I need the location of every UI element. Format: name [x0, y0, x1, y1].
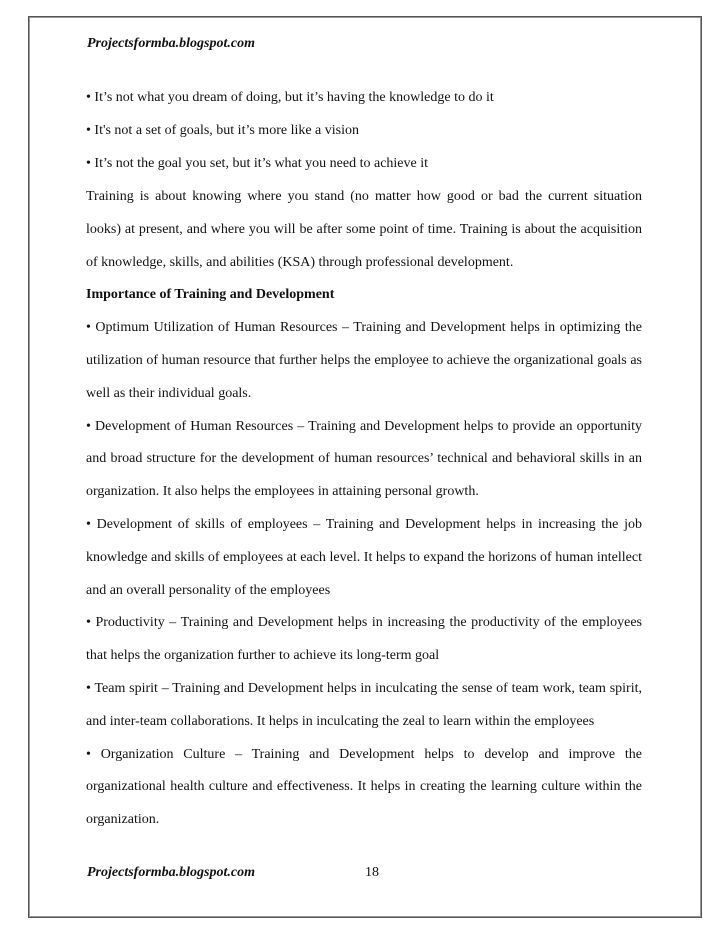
footer-site-name: Projectsformba.blogspot.com	[87, 865, 255, 880]
importance-item-1: • Optimum Utilization of Human Resources – Training and Development helps in optimizing the utilization of human resource that further helps the employee to achieve the organizational goals as well as their individual goals.	[86, 320, 642, 401]
intro-bullet-1: • It’s not what you dream of doing, but it’s having the knowledge to do it	[86, 90, 494, 105]
importance-item-2: • Development of Human Resources – Training and Development helps to provide an opportunity and broad structure for the development of human resources’ technical and behavioral skills in an organization. It also helps the employees in attaining personal growth.	[86, 418, 642, 500]
training-paragraph: Training is about knowing where you stand (no matter how good or bad the current situation looks) at present, and where you will be after some point of time. Training is about the acquisition of knowledge, skills, and abilities (KSA) through professional development.	[86, 189, 642, 270]
importance-heading: Importance of Training and Development	[86, 287, 335, 303]
intro-bullet-3: • It’s not the goal you set, but it’s what you need to achieve it	[86, 156, 429, 171]
importance-item-5: • Team spirit – Training and Development helps in inculcating the sense of team work, team spirit, and inter-team collaborations. It helps in inculcating the zeal to learn within the employees	[86, 680, 642, 729]
page-number: 18	[365, 865, 379, 880]
header-site-name: Projectsformba.blogspot.com	[87, 36, 255, 51]
importance-item-6: • Organization Culture – Training and Development helps to develop and improve the organizational health culture and effectiveness. It helps in creating the learning culture within the organization.	[86, 746, 642, 828]
intro-bullet-2: • It's not a set of goals, but it’s more like a vision	[86, 123, 359, 138]
importance-item-3: • Development of skills of employees – Training and Development helps in increasing the job knowledge and skills of employees at each level. It helps to expand the horizons of human intellect and an overall personality of the employees	[86, 516, 642, 598]
importance-item-4: • Productivity – Training and Development helps in increasing the productivity of the employees that helps the organization further to achieve its long-term goal	[86, 615, 642, 664]
page-content	[86, 82, 642, 837]
